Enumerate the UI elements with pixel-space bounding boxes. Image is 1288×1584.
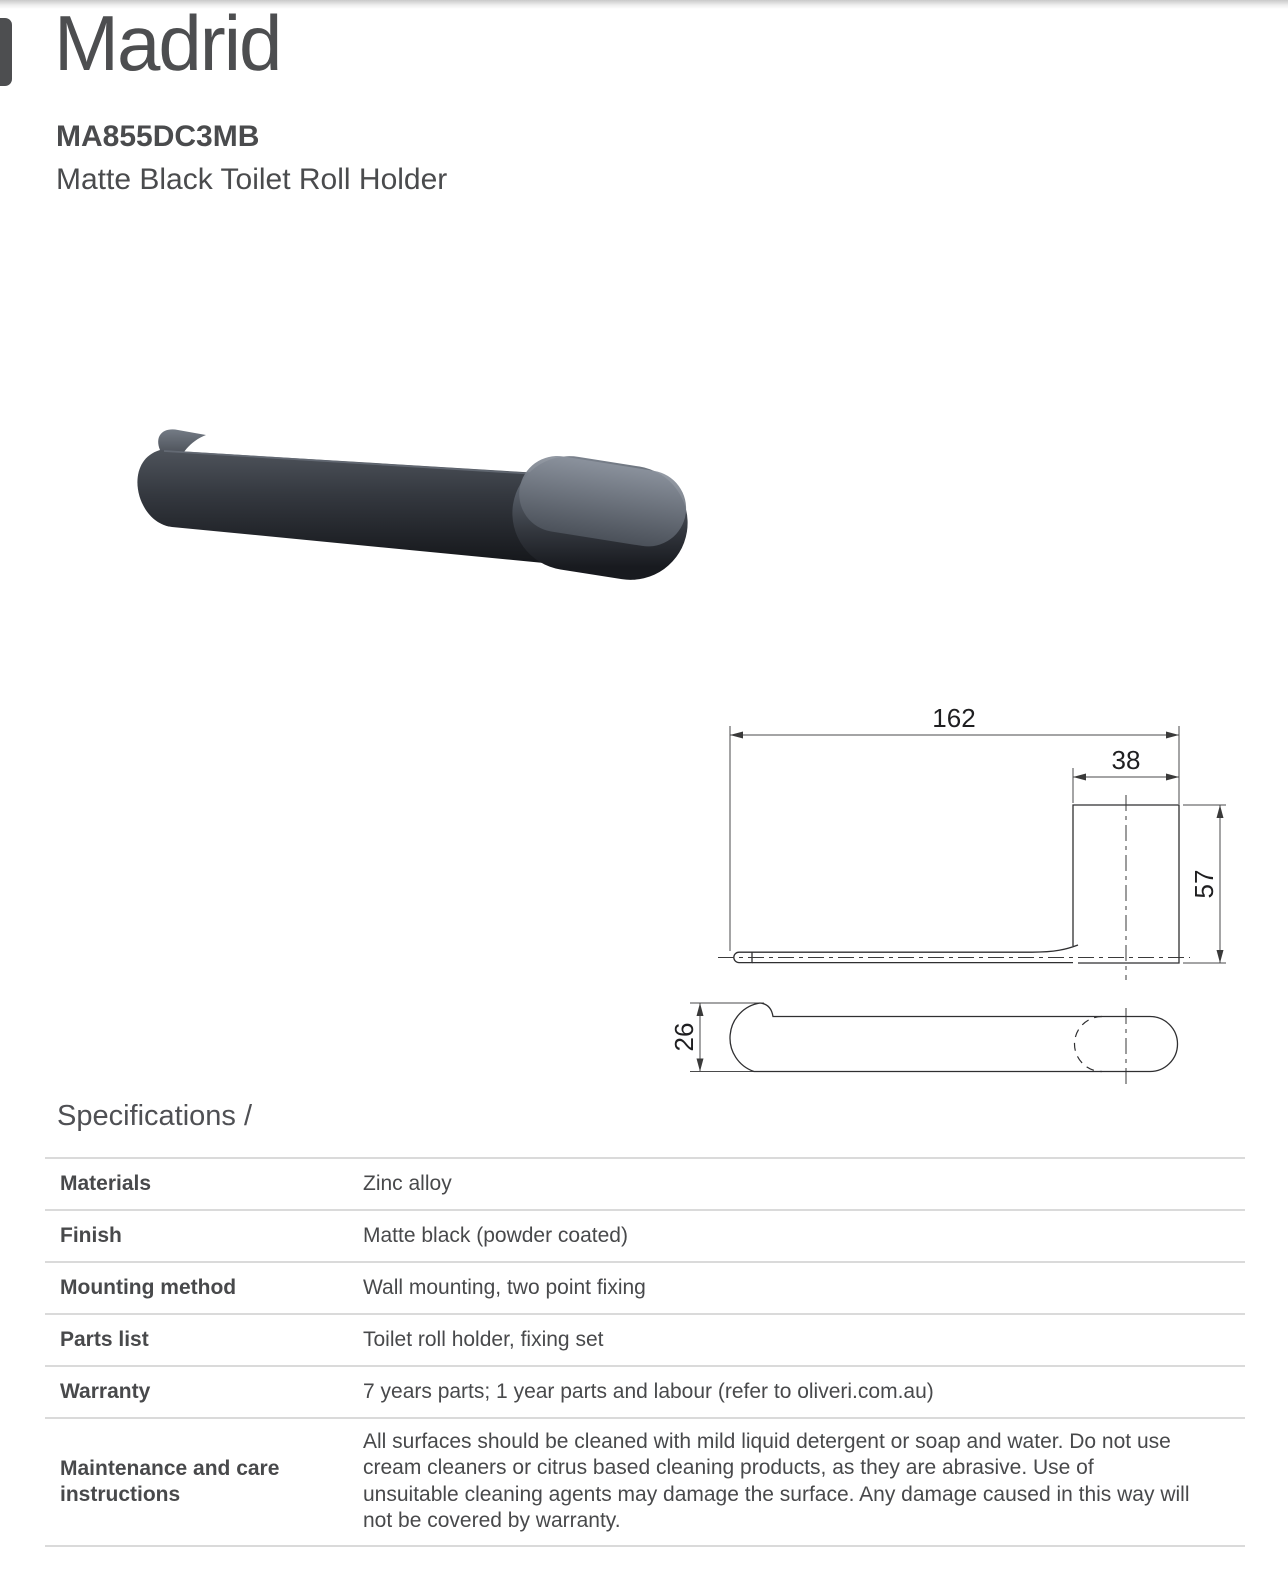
arm-mount-fillet [1032, 945, 1078, 952]
spec-row [45, 1157, 1245, 1209]
product-subtitle: Matte Black Toilet Roll Holder [56, 163, 448, 196]
dim-label-26: 26 [669, 1022, 699, 1052]
product-photo [108, 413, 688, 603]
dimension-arrows [697, 732, 1224, 1072]
specifications-table [45, 1157, 1245, 1547]
spec-row [45, 1209, 1245, 1261]
hidden-mount-arc [1075, 1017, 1103, 1072]
dim-label-57: 57 [1189, 869, 1219, 899]
spec-row [45, 1313, 1245, 1365]
product-photo-svg [108, 413, 688, 603]
spec-row-value: Zinc alloy [363, 1171, 452, 1195]
product-code: MA855DC3MB [56, 120, 260, 153]
spec-row [45, 1261, 1245, 1313]
specifications-heading: Specifications / [57, 1100, 253, 1132]
dim-label-162: 162 [932, 703, 976, 733]
spec-row-value: Wall mounting, two point fixing [363, 1275, 646, 1299]
spec-row-label: Maintenance and care instructions [60, 1456, 280, 1506]
arm-profile-outline [730, 1003, 1178, 1072]
spec-row-value: 7 years parts; 1 year parts and labour (refer to oliveri.com.au) [363, 1379, 934, 1403]
spec-row-label: Warranty [60, 1379, 151, 1403]
spec-row-label: Materials [60, 1171, 152, 1195]
spec-row-value: All surfaces should be cleaned with mild liquid detergent or soap and water. Do not use cream cleaners or citrus based cleaning products, as they are abrasive. Use of unsuitable cleaning agents may damage the surface. Any damage caused in this way will not be covered by warranty. [363, 1430, 1190, 1533]
spec-row-label: Finish [60, 1223, 122, 1247]
technical-drawing-svg [660, 690, 1270, 1090]
page-edge-artifact [0, 18, 12, 86]
spec-row-value: Matte black (powder coated) [363, 1223, 628, 1247]
spec-row [45, 1365, 1245, 1417]
dim-label-38: 38 [1111, 745, 1141, 775]
technical-drawing [660, 690, 1270, 1090]
page-title: Madrid [54, 0, 281, 87]
product-arm [137, 450, 544, 563]
spec-row [45, 1417, 1245, 1547]
spec-row-label: Mounting method [60, 1275, 237, 1299]
spec-row-label: Parts list [60, 1327, 149, 1351]
spec-row-value: Toilet roll holder, fixing set [363, 1327, 604, 1351]
